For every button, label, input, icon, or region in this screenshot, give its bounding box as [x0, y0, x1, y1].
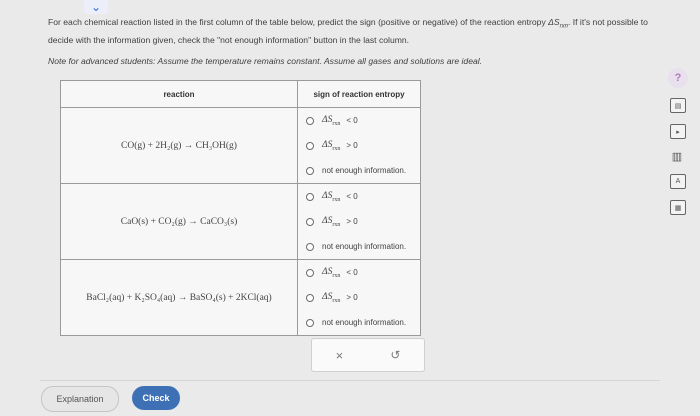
radio-button[interactable]: [306, 319, 314, 327]
delta-s-label: $\Delta S_{rxn}$: [322, 139, 341, 152]
advanced-note: Note for advanced students: Assume the temperature remains constant. Assume all gases and solutions are ideal.: [48, 56, 483, 66]
choice-group: [298, 184, 421, 260]
choice-positive[interactable]: $\Delta S_{rxn}$ > 0: [298, 285, 420, 310]
delta-s-label: $\Delta S_{rxn}$: [322, 266, 341, 279]
instructions: For each chemical reaction listed in the first column of the table below, predict the sign (positive or negative) of the reaction entropy $\Delta S_{rxn}$. If it's not possible to decide with the information given, check the "not enough information" button in the last column.: [48, 17, 648, 45]
radio-button[interactable]: [306, 193, 314, 201]
table-row: [61, 108, 421, 184]
choice-not-enough-info[interactable]: not enough information.: [298, 234, 420, 259]
data-table-icon[interactable]: ▦: [670, 200, 686, 215]
radio-button[interactable]: [306, 269, 314, 277]
calculator-icon[interactable]: ▤: [670, 98, 686, 113]
header-reaction: reaction: [61, 81, 298, 108]
clear-answer-button[interactable]: ×: [335, 347, 344, 363]
choice-positive[interactable]: $\Delta S_{rxn}$ > 0: [298, 133, 420, 158]
reaction-formula: CO(g) + 2H₂(g) → CH₃OH(g): [61, 108, 298, 184]
bar-chart-icon[interactable]: ▥: [671, 151, 683, 163]
divider: [40, 380, 660, 381]
delta-s-label: $\Delta S_{rxn}$: [322, 190, 341, 203]
radio-button[interactable]: [306, 294, 314, 302]
reaction-formula: CaO(s) + CO₂(g) → CaCO₃(s): [61, 184, 298, 260]
periodic-table-element-icon[interactable]: A: [670, 174, 686, 189]
radio-button[interactable]: [306, 167, 314, 175]
header-sign: sign of reaction entropy: [298, 81, 421, 108]
choice-negative[interactable]: $\Delta S_{rxn}$ < 0: [298, 108, 420, 133]
radio-button[interactable]: [306, 142, 314, 150]
reaction-table: [60, 80, 421, 336]
undo-button[interactable]: ↺: [390, 348, 401, 362]
help-icon[interactable]: ?: [668, 68, 688, 88]
check-button[interactable]: Check: [132, 386, 180, 410]
delta-s-label: $\Delta S_{rxn}$: [322, 114, 341, 127]
video-icon[interactable]: ▸: [670, 124, 686, 139]
delta-s-label: $\Delta S_{rxn}$: [322, 291, 341, 304]
table-row: [61, 260, 421, 336]
answer-actions: [311, 338, 425, 372]
choice-negative[interactable]: $\Delta S_{rxn}$ < 0: [298, 184, 420, 209]
radio-button[interactable]: [306, 218, 314, 226]
choice-group: [298, 260, 421, 336]
delta-s-symbol: $\Delta S_{rxn}$: [548, 17, 568, 30]
choice-group: [298, 108, 421, 184]
explanation-button[interactable]: Explanation: [41, 386, 119, 412]
collapse-chevron-icon[interactable]: ⌄: [84, 0, 108, 14]
delta-s-label: $\Delta S_{rxn}$: [322, 215, 341, 228]
reaction-formula: BaCl₂(aq) + K₂SO₄(aq) → BaSO₄(s) + 2KCl(aq): [61, 260, 298, 336]
choice-not-enough-info[interactable]: not enough information.: [298, 310, 420, 335]
radio-button[interactable]: [306, 117, 314, 125]
choice-negative[interactable]: $\Delta S_{rxn}$ < 0: [298, 260, 420, 285]
table-row: [61, 184, 421, 260]
choice-positive[interactable]: $\Delta S_{rxn}$ > 0: [298, 209, 420, 234]
choice-not-enough-info[interactable]: not enough information.: [298, 158, 420, 183]
radio-button[interactable]: [306, 243, 314, 251]
